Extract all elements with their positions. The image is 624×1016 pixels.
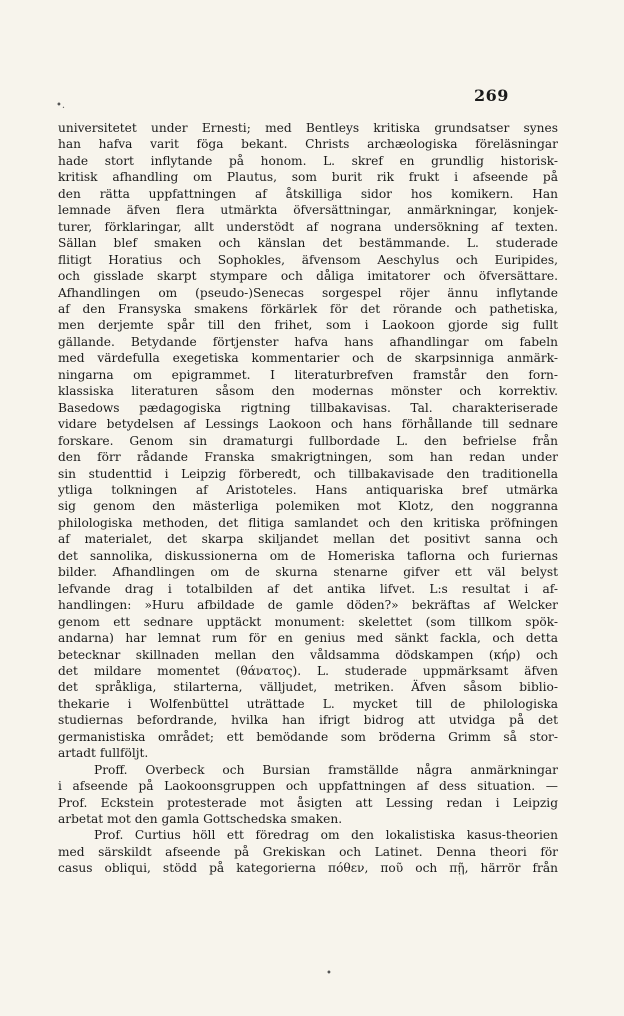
text-line: lefvande drag i totalbilden af det antika lifvet. L:s resultat i af- — [58, 581, 558, 596]
text-line: andarna) har lemnat rum för en genius med sänkt fackla, och detta — [58, 631, 558, 646]
text-line: han hafva varit föga bekant. Christs archæologiska föreläsningar — [58, 137, 558, 152]
text-line: med värdefulla exegetiska kommentarier och de skarpsinniga anmärk- — [58, 351, 558, 366]
bottom-mark: • — [326, 968, 332, 979]
text-line: Basedows pædagogiska rigtning tillbakavisas. Tal. charakteriserade — [58, 400, 558, 415]
text-line: i afseende på Laokoonsgruppen och uppfattningen af dess situation. — — [58, 779, 558, 794]
text-line: Afhandlingen om (pseudo-)Senecas sorgespel röjer ännu inflytande — [58, 285, 558, 300]
text-line: Prof. Eckstein protesterade mot åsigten att Lessing redan i Leipzig — [58, 795, 558, 810]
text-line: vidare betydelsen af Lessings Laokoon och hans förhållande till sednare — [58, 417, 558, 432]
margin-mark: •. — [56, 100, 66, 111]
text-line: flitigt Horatius och Sophokles, äfvensom Aeschylus och Euripides, — [58, 252, 558, 267]
body-text — [58, 120, 558, 877]
text-line: och gisslade skarpt stympare och dåliga imitatorer och öfversättare. — [58, 269, 558, 284]
text-line: arbetat mot den gamla Gottschedska smaken. — [58, 812, 343, 827]
text-line: det språkliga, stilarterna, välljudet, metriken. Äfven såsom biblio- — [58, 680, 558, 695]
text-line: handlingen: »Huru afbildade de gamle döden?» bekräftas af Welcker — [58, 598, 558, 613]
text-line: ytliga tolkningen af Aristoteles. Hans antiquariska bref utmärka — [58, 482, 558, 497]
text-line: sig genom den mästerliga polemiken mot Klotz, den noggranna — [58, 499, 558, 514]
text-line: studiernas befordrande, hvilka han ifrigt bidrog att utvidga på det — [58, 713, 558, 728]
text-line: gällande. Betydande förtjenster hafva hans afhandlingar om fabeln — [58, 334, 558, 349]
text-line: Prof. Curtius höll ett föredrag om den lokalistiska kasus-theorien — [94, 828, 558, 843]
text-line: den rätta uppfattningen af åtskilliga sidor hos komikern. Han — [58, 186, 558, 201]
text-line: Proff. Overbeck och Bursian framställde några anmärkningar — [94, 762, 558, 777]
text-line: betecknar skillnaden mellan den våldsamma dödskampen (κήρ) och — [58, 647, 558, 662]
text-line: kritisk afhandling om Plautus, som burit rik frukt i afseende på — [58, 170, 558, 185]
text-line: det sannolika, diskussionerna om de Homeriska taflorna och furiernas — [58, 548, 558, 563]
text-line: casus obliqui, stödd på kategorierna πόθεν, ποῦ och πῇ, härrör från — [58, 861, 558, 876]
text-line: det mildare momentet (θάνατος). L. studerade uppmärksamt äfven — [58, 663, 558, 678]
text-line: Sällan blef smaken och känslan det bestämmande. L. studerade — [58, 236, 558, 251]
text-line: thekarie i Wolfenbüttel uträttade L. mycket till de philologiska — [58, 696, 558, 711]
text-line: med särskildt afseende på Grekiskan och Latinet. Denna theori för — [58, 844, 558, 859]
text-line: universitetet under Ernesti; med Bentleys kritiska grundsatser synes — [58, 121, 558, 135]
text-line: lemnade äfven flera utmärkta öfversättningar, anmärkningar, konjek- — [58, 203, 558, 218]
text-line: turer, förklaringar, allt understödt af nograna undersökning af texten. — [58, 219, 558, 234]
text-line: den förr rådande Franska smakrigtningen, som han redan under — [58, 450, 558, 465]
text-line: men derjemte spår till den frihet, som i Laokoon gjorde sig fullt — [58, 318, 558, 333]
text-line: artadt fullföljt. — [58, 746, 149, 761]
text-line: af den Fransyska smakens förkärlek för det rörande och pathetiska, — [58, 301, 558, 316]
text-line: germanistiska området; ett bemödande som bröderna Grimm så stor- — [58, 729, 558, 744]
text-line: sin studenttid i Leipzig förberedt, och tillbakavisade den traditionella — [58, 466, 558, 481]
text-line: ningarna om epigrammet. I literaturbrefven framstår den forn- — [58, 367, 558, 382]
text-line: klassiska literaturen såsom den modernas mönster och korrektiv. — [58, 384, 558, 399]
text-line: af materialet, det skarpa skiljandet mellan det positivt sanna och — [58, 532, 558, 547]
text-line: hade stort inflytande på honom. L. skref en grundlig historisk- — [58, 153, 558, 168]
page-number: 269 — [474, 86, 509, 105]
text-line: genom ett sednare upptäckt monument: skelettet (som tillkom spök- — [58, 614, 558, 629]
text-line: philologiska methoden, det flitiga samlandet och den kritiska pröfningen — [58, 515, 558, 530]
text-line: forskare. Genom sin dramaturgi fullbordade L. den befrielse från — [58, 433, 558, 448]
text-line: bilder. Afhandlingen om de skurna stenarne gifver ett väl belyst — [58, 565, 558, 580]
